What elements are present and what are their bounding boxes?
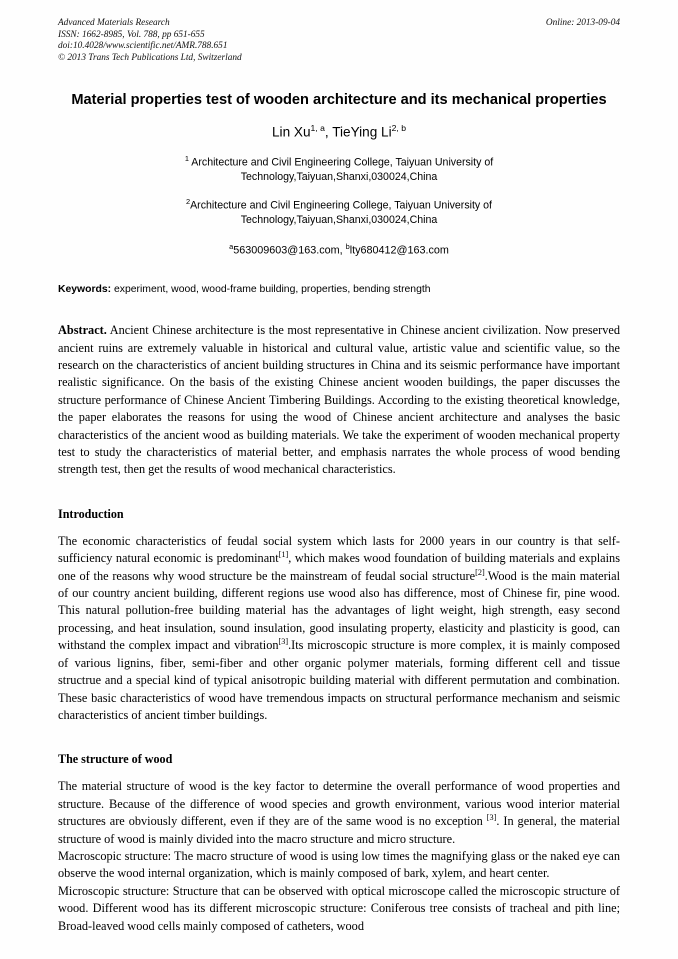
journal-header-left bbox=[58, 18, 478, 64]
section-1-paragraph-0: The material structure of wood is the key factor to determine the overall performance of wood properties and structure. Because of the difference of wood species and growth environment, various wood interior material structures are obviously different, even if they are of the same wood is no exception [3]. In general, the material structure of wood is mainly divided into the macro structure and micro structure. bbox=[58, 779, 620, 846]
page-title: Material properties test of wooden architecture and its mechanical properties bbox=[71, 92, 607, 109]
abstract-text: Ancient Chinese architecture is the most representative in Chinese ancient civilization. Now preserved ancient ruins are extremely valuable in historical and cultural value, artistic value and scientific value, so the research on the characteristics of ancient building structures in China and its seismic performance have important realistic significance. On the basis of the existing Chinese ancient wooden buildings, the paper discusses the structure performance of Chinese Ancient Timbering Buildings. According to the existing theoretical knowledge, the paper elaborates the reasons for using the wood of Chinese ancient architecture and analyses the basic characteristics of the ancient wood as building materials. We take the experiment of wooden mechanical property test to study the characteristics of material better, and emphasis narrates the whole process of wood bending strength test, then get the results of wood mechanical characteristics. bbox=[58, 323, 620, 477]
citation-reference: [3] bbox=[486, 813, 497, 823]
journal-header bbox=[58, 18, 620, 64]
affiliation-2-line-2: Technology,Taiyuan,Shanxi,030024,China bbox=[240, 214, 438, 227]
author-separator: , bbox=[324, 124, 333, 140]
author-2-name: TieYing Li bbox=[332, 124, 392, 140]
affiliation-2-marker: 2 bbox=[185, 197, 191, 207]
sections-container bbox=[58, 507, 620, 935]
author-1-name: Lin Xu bbox=[272, 124, 311, 140]
section-1-paragraph-1: Macroscopic structure: The macro structure of wood is using low times the magnifying glass or the naked eye can observe the wood internal organization, which is mainly composed of bark, xylem, and heart center. bbox=[58, 848, 620, 881]
citation-reference: [1] bbox=[278, 550, 289, 560]
affiliation-2-line-1: Architecture and Civil Engineering College, Taiyuan University of bbox=[190, 199, 492, 212]
abstract-paragraph bbox=[58, 322, 620, 479]
author-emails bbox=[58, 240, 620, 258]
abstract-label: Abstract. bbox=[58, 323, 107, 338]
affiliation-1-line-2: Technology,Taiyuan,Shanxi,030024,China bbox=[240, 170, 438, 183]
keywords-line bbox=[58, 283, 620, 297]
journal-copyright-line: © 2013 Trans Tech Publications Ltd, Switzerland bbox=[58, 52, 242, 63]
keywords-value: experiment, wood, wood-frame building, properties, bending strength bbox=[111, 284, 431, 296]
affiliation-2 bbox=[58, 195, 620, 227]
section-0-paragraph-0: The economic characteristics of feudal social system which lasts for 2000 years in our country is that self-sufficiency natural economic is predominant[1], which makes wood foundation of building materials and explains one of the reasons why wood structure be the mainstream of feudal social structure[2].Wood is the main material of our country ancient building, different regions use wood also has difference, most of Chinese fir, pine wood. This natural pollution-free building material has the advantages of light weight, high strength, easy second processing, and heat insulation, sound insulation, good insulating property, elasticity and plasticity is good, can withstand the complex impact and vibration[3].Its microscopic structure is more complex, it is mainly composed of various lignins, fiber, semi-fiber and other organic polymer materials, forming different cell and tissue structrue and a special kind of typical anisotropic building material with different permutation and combination. These basic characteristics of wood have tremendous impacts on structural performance mechanism and seismic characteristics of ancient timber buildings. bbox=[58, 533, 621, 722]
journal-issn-line: ISSN: 1662-8985, Vol. 788, pp 651-655 bbox=[58, 29, 205, 40]
author-2-affiliation-marker: 2, b bbox=[391, 123, 406, 134]
citation-reference: [3] bbox=[278, 637, 289, 647]
section-heading-introduction: Introduction bbox=[58, 506, 124, 521]
email-2[interactable]: lty680412@163.com bbox=[349, 244, 449, 257]
section-heading-structure-of-wood: The structure of wood bbox=[58, 752, 173, 767]
email-1[interactable]: 563009603@163.com, bbox=[233, 244, 343, 257]
journal-doi-line: doi:10.4028/www.scientific.net/AMR.788.651 bbox=[58, 41, 228, 52]
affiliation-1-line-1: Architecture and Civil Engineering College, Taiyuan University of bbox=[191, 156, 494, 169]
email-2-marker: b bbox=[345, 241, 350, 251]
section-1-paragraph-2: Microscopic structure: Structure that can be observed with optical microscope called the microscopic structure of wood. Different wood has its different microscopic structure: Coniferous tree consists of tracheal and pith line; Broad-leaved wood cells mainly composed of catheters, wood bbox=[58, 883, 620, 933]
affiliation-1-marker: 1 bbox=[184, 153, 189, 163]
journal-name: Advanced Materials Research bbox=[58, 18, 170, 28]
author-list bbox=[58, 120, 620, 141]
keywords-label: Keywords: bbox=[58, 284, 112, 296]
citation-reference: [2] bbox=[475, 567, 485, 577]
online-date: Online: 2013-09-04 bbox=[545, 18, 620, 28]
email-1-marker: a bbox=[229, 241, 234, 251]
author-1-affiliation-marker: 1, a bbox=[310, 123, 325, 134]
affiliation-1 bbox=[58, 152, 620, 184]
